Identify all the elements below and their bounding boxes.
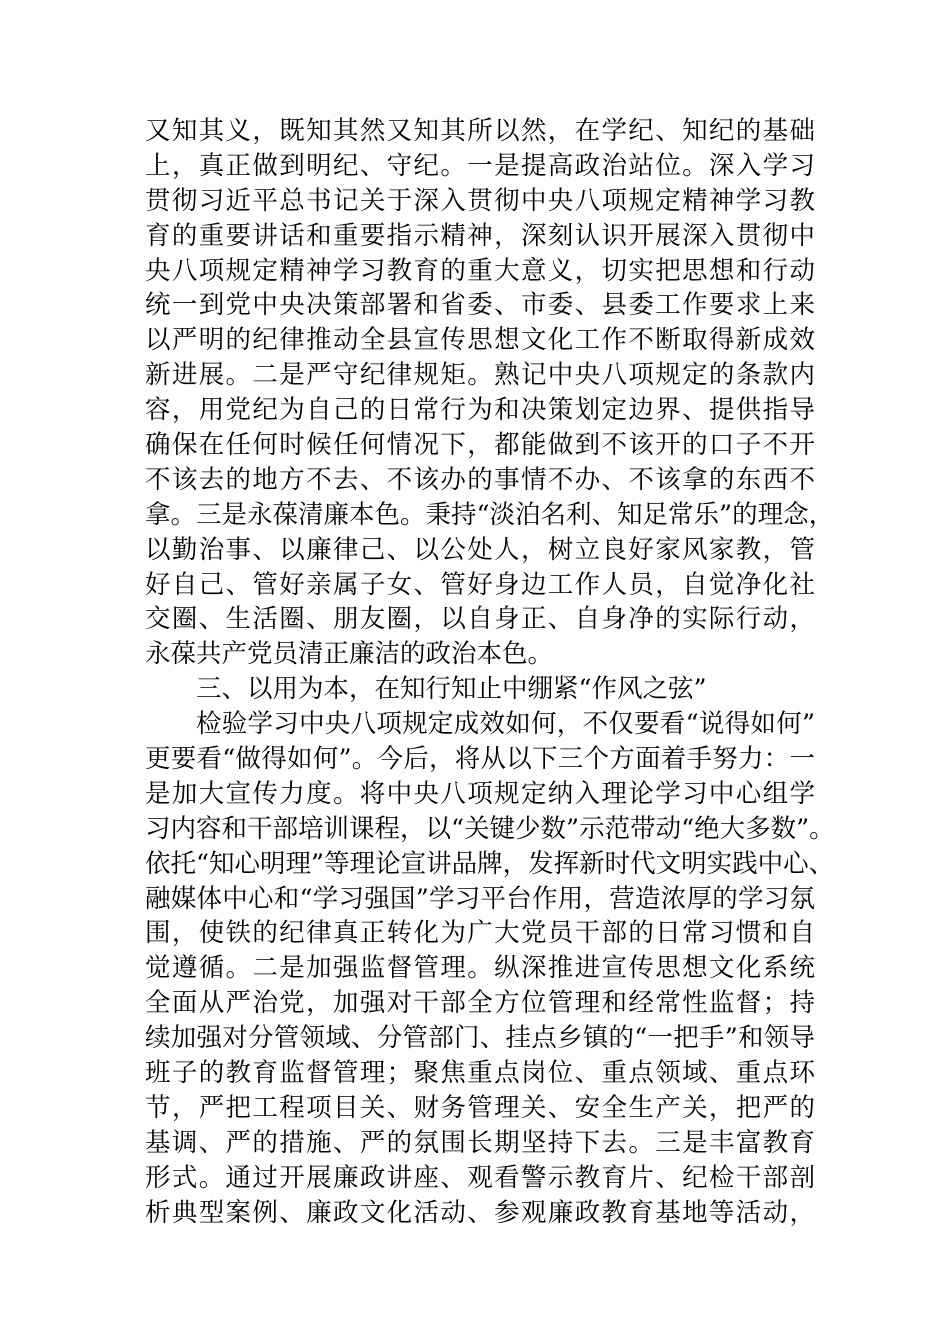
- text-line: 央八项规定精神学习教育的重大意义，切实把思想和行动: [145, 255, 815, 286]
- text-line: 不该去的地方不去、不该办的事情不办、不该拿的东西不: [145, 464, 815, 495]
- text-line: 上，真正做到明纪、守纪。一是提高政治站位。深入学习: [145, 150, 815, 181]
- text-line: 以勤治事、以廉律己、以公处人，树立良好家风家教，管: [145, 534, 815, 565]
- text-line: 贯彻习近平总书记关于深入贯彻中央八项规定精神学习教: [145, 185, 815, 216]
- text-line: 习内容和干部培训课程，以“关键少数”示范带动“绝大多数”。: [145, 813, 835, 844]
- text-line: 形式。通过开展廉政讲座、观看警示教育片、纪检干部剖: [145, 1162, 815, 1193]
- text-line: 拿。三是永葆清廉本色。秉持“淡泊名利、知足常乐”的理念，: [145, 499, 835, 530]
- text-line: 统一到党中央决策部署和省委、市委、县委工作要求上来: [145, 290, 815, 321]
- text-line: 依托“知心明理”等理论宣讲品牌，发挥新时代文明实践中心、: [145, 848, 835, 879]
- body-text: [145, 114, 835, 1231]
- text-line: 续加强对分管领域、分管部门、挂点乡镇的“一把手”和领导: [145, 1023, 815, 1054]
- text-line: 班子的教育监督管理；聚焦重点岗位、重点领域、重点环: [145, 1058, 815, 1089]
- text-line: 育的重要讲话和重要指示精神，深刻认识开展深入贯彻中: [145, 220, 815, 251]
- text-line: 全面从严治党，加强对干部全方位管理和经常性监督；持: [145, 988, 815, 1019]
- text-line: 新进展。二是严守纪律规矩。熟记中央八项规定的条款内: [145, 360, 815, 391]
- text-line: 节，严把工程项目关、财务管理关、安全生产关，把严的: [145, 1092, 815, 1123]
- text-line: 以严明的纪律推动全县宣传思想文化工作不断取得新成效: [145, 325, 815, 356]
- text-line: 容，用党纪为自己的日常行为和决策划定边界、提供指导: [145, 395, 815, 426]
- text-line: 又知其义，既知其然又知其所以然，在学纪、知纪的基础: [145, 116, 815, 146]
- text-line: 交圈、生活圈、朋友圈，以自身正、自身净的实际行动，: [145, 604, 815, 635]
- text-line: 基调、严的措施、严的氛围长期坚持下去。三是丰富教育: [145, 1127, 815, 1158]
- section-heading: 三、以用为本，在知行知止中绷紧“作风之弦”: [196, 674, 707, 705]
- text-line: 好自己、管好亲属子女、管好身边工作人员，自觉净化社: [145, 569, 815, 600]
- text-line: 是加大宣传力度。将中央八项规定纳入理论学习中心组学: [145, 778, 815, 809]
- text-line: 融媒体中心和“学习强国”学习平台作用，营造浓厚的学习氛: [145, 883, 815, 914]
- text-line: 觉遵循。二是加强监督管理。纵深推进宣传思想文化系统: [145, 953, 815, 984]
- text-line: 围，使铁的纪律真正转化为广大党员干部的日常习惯和自: [145, 918, 815, 949]
- text-line: 更要看“做得如何”。今后，将从以下三个方面着手努力：一: [145, 744, 815, 775]
- text-line: 永葆共产党员清正廉洁的政治本色。: [145, 639, 554, 670]
- text-line: 确保在任何时候任何情况下，都能做到不该开的口子不开: [145, 430, 815, 461]
- text-line: 析典型案例、廉政文化活动、参观廉政教育基地等活动，: [145, 1197, 815, 1228]
- text-line: 检验学习中央八项规定成效如何，不仅要看“说得如何”: [196, 709, 815, 740]
